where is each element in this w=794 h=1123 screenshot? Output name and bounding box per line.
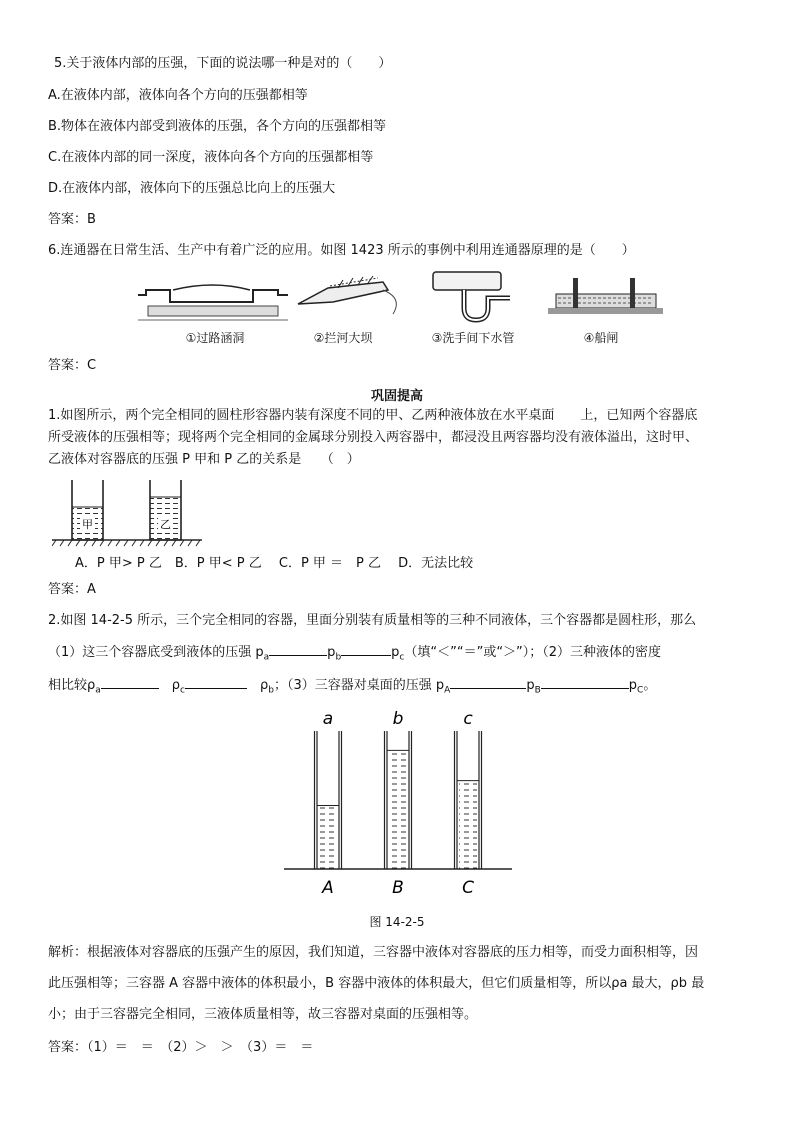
liquid-c: [459, 781, 477, 869]
q5-option-a: A.在液体内部，液体向各个方向的压强都相等: [48, 88, 308, 103]
q6-caption-3: ③洗手间下水管: [431, 331, 515, 345]
bottom-label-a: A: [322, 878, 334, 898]
top-label-b: b: [392, 709, 404, 729]
top-label-a: a: [322, 709, 334, 729]
q5-option-b: B.物体在液体内部受到液体的压强，各个方向的压强都相等: [48, 119, 387, 134]
blank-6[interactable]: [541, 676, 629, 689]
bottom-label-b: B: [392, 878, 404, 898]
p2-line-2: （1）这三个容器底受到液体的压强 $p_a$ $p_b$ $p_c$（填“＜”“＝”或“＞”）；（2）三种液体的密度: [48, 645, 662, 663]
p2-figure: [282, 703, 514, 899]
q5-option-c: C.在液体内部的同一深度，液体向各个方向的压强都相等: [48, 150, 374, 165]
q5-answer: 答案：B: [48, 212, 96, 227]
q6-caption-2: ②拦河大坝: [313, 331, 373, 345]
p2-part3-text: ；（3）三容器对桌面的压强 p: [273, 678, 445, 693]
figure-caption: 图 14-2-5: [369, 915, 425, 929]
q5-stem: 5.关于液体内部的压强，下面的说法哪一种是对的（ ）: [54, 56, 392, 71]
p2-sub-B: B: [534, 685, 541, 696]
p2-sub-c2: c: [180, 685, 185, 696]
p1-answer: 答案：A: [48, 582, 96, 597]
culvert-illustration: [138, 285, 288, 320]
dam-illustration: [298, 276, 396, 314]
blank-4[interactable]: [185, 676, 247, 689]
liquid-b: [389, 750, 407, 869]
p1-stem-line-2: 所受液体的压强相等；现将两个完全相同的金属球分别投入两容器中，都浸没且两容器均没有液体溢出，这时甲、: [48, 430, 699, 445]
p2-answer: 答案：（1）＝ ＝ （2）＞ ＞ （3）＝ ＝: [48, 1040, 314, 1055]
p2-sub-b: b: [335, 652, 342, 663]
p1-stem-line-3: 乙液体对容器底的压强 P 甲和 P 乙的关系是 （ ）: [48, 452, 360, 467]
p2-analysis-line-2: 此压强相等；三容器 A 容器中液体的体积最小，B 容器中液体的体积最大，但它们质量相等，所以ρa 最大，ρb 最: [48, 976, 705, 991]
q6-caption-1: ①过路涵洞: [185, 331, 245, 345]
p2-sub-a2: a: [95, 685, 101, 696]
p2-sub-c: c: [399, 652, 405, 663]
p2-sub-b2: b: [268, 685, 274, 696]
q6-answer: 答案：C: [48, 358, 97, 373]
p2-stem: 2.如图 14-2-5 所示，三个完全相同的容器，里面分别装有质量相等的三种不同液体，三个容器都是圆柱形，那么: [48, 613, 697, 628]
label-jia: 甲: [82, 518, 93, 531]
p2-sub-a: a: [263, 652, 270, 663]
p1-figure: [52, 476, 202, 548]
q5-option-d: D.在液体内部，液体向下的压强总比向上的压强大: [48, 181, 336, 196]
bottom-label-c: C: [462, 878, 474, 898]
p2-analysis-line-1: 解析：根据液体对容器底的压强产生的原因，我们知道，三容器中液体对容器底的压力相等，而受力面积相等，因: [48, 945, 699, 960]
p2-density-text: 相比较ρ: [48, 678, 96, 693]
blank-5[interactable]: [450, 676, 526, 689]
top-label-c: c: [463, 709, 473, 729]
q6-stem: 6.连通器在日常生活、生产中有着广泛的应用。如图 1423 所示的事例中利用连通器原理的是（ ）: [48, 243, 635, 258]
section-title: 巩固提高: [370, 389, 423, 404]
p1-stem-line-1: 1.如图所示，两个完全相同的圆柱形容器内装有深度不同的甲、乙两种液体放在水平桌面 上，已知两个容器底: [48, 408, 698, 423]
p2-line-3: 相比较$\rho_a$ $\rho_c$ $\rho_b$；（3）三容器对桌面的压强 $p_A$ $p_B$ $p_C$。: [48, 678, 657, 696]
label-yi: 乙: [160, 518, 171, 531]
p1-options: A．P 甲> P 乙 B．P 甲< P 乙 C．P 甲 ＝ P 乙 D．无法比较: [75, 556, 474, 571]
p2-sub-A: A: [444, 685, 451, 696]
p2-part1-text: （1）这三个容器底受到液体的压强 p: [48, 645, 264, 660]
sink-trap-illustration: [433, 272, 510, 320]
blank-1[interactable]: [269, 643, 327, 656]
blank-3[interactable]: [101, 676, 159, 689]
p2-part2-text: （填“＜”“＝”或“＞”）；（2）三种液体的密度: [404, 645, 662, 660]
p2-sub-C: C: [637, 685, 644, 696]
q6-caption-4: ④船闸: [583, 331, 619, 345]
ship-lock-illustration: [548, 278, 663, 314]
p2-analysis-line-3: 小；由于三容器完全相同，三液体质量相等，故三容器对桌面的压强相等。: [48, 1007, 478, 1022]
liquid-a: [319, 806, 337, 869]
blank-2[interactable]: [341, 643, 391, 656]
p2-period: 。: [643, 678, 657, 693]
